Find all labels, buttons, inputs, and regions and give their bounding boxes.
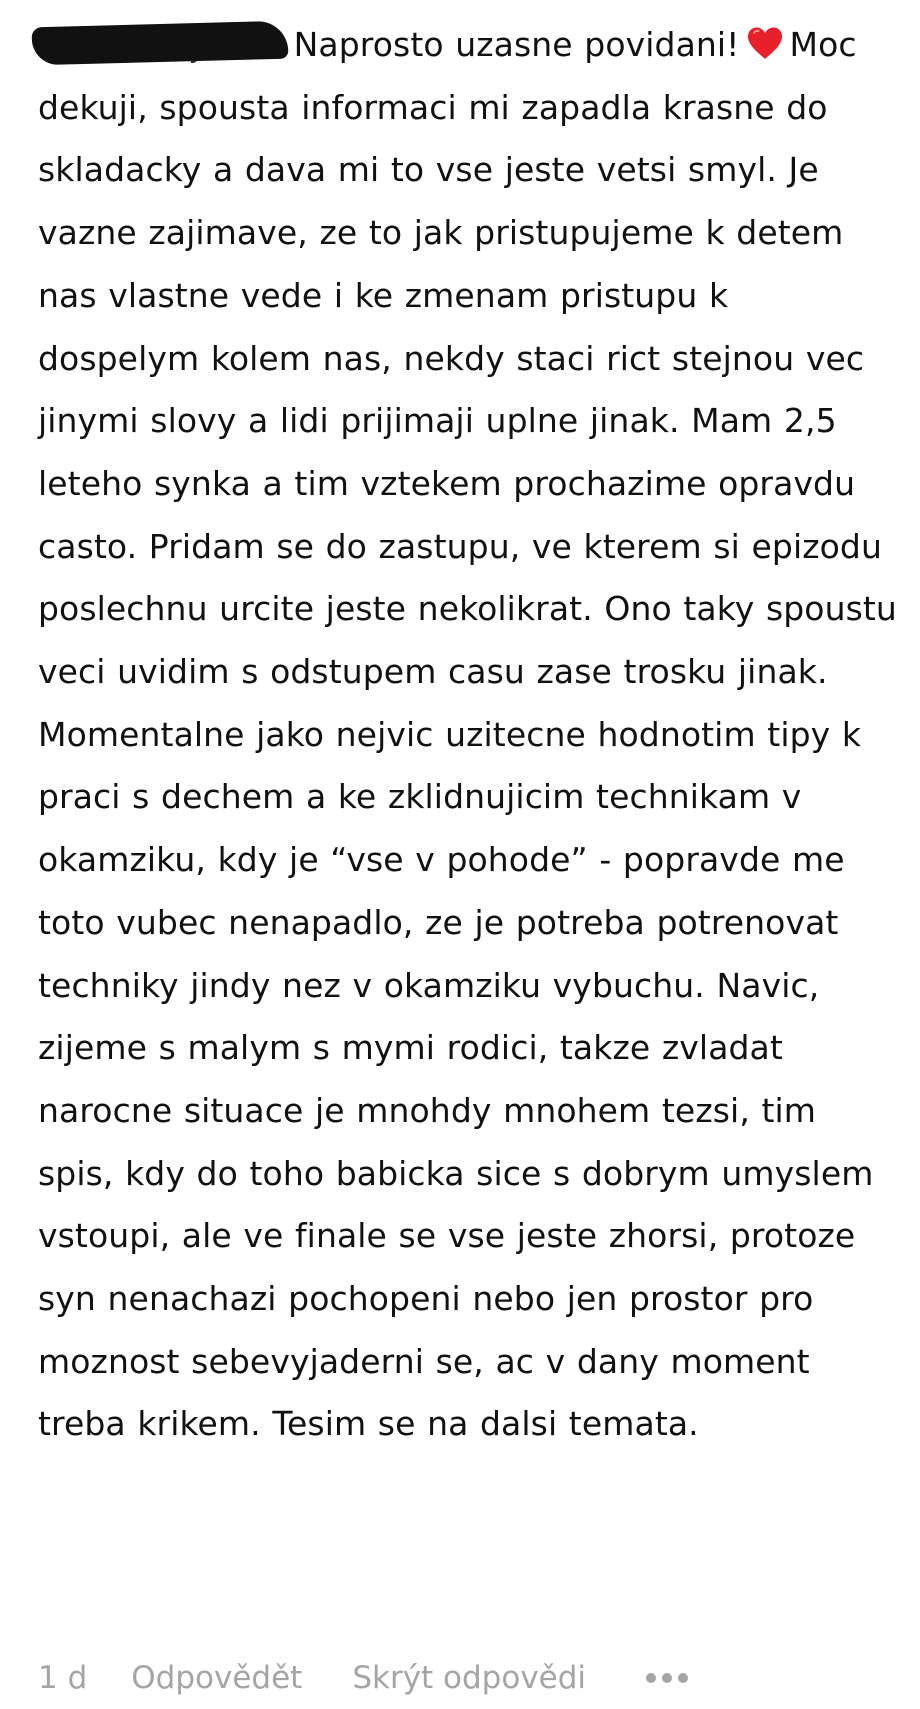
comment-timestamp: 1 d <box>38 1660 88 1696</box>
reply-button[interactable]: Odpovědět <box>131 1660 303 1696</box>
dot <box>662 1673 672 1683</box>
more-options-icon[interactable] <box>644 1669 690 1687</box>
comment-text-start: Naprosto uzasne povidani! <box>293 25 740 64</box>
author-mention[interactable] <box>38 14 282 77</box>
dot <box>678 1673 688 1683</box>
comment-body <box>38 0 898 1456</box>
hide-replies-button[interactable]: Skrýt odpovědi <box>352 1660 587 1696</box>
comment-actions <box>38 1652 690 1704</box>
comment-text-rest: Moc dekuji, spousta informaci mi zapadla krasne do skladacky a dava mi to vse jeste vetsi smyl. Je vazne zajimave, ze to jak pristupujeme k detem nas vlastne vede i ke zmenam pristupu k dospelym kolem nas, nekdy staci rict stejnou vec jinymi slovy a lidi prijimaji uplne jinak. Mam 2,5 leteho synka a tim vztekem prochazime opravdu casto. Pridam se do zastupu, ve kterem si epizodu poslechnu urcite jeste nekolikrat. Ono taky spoustu veci uvidim s odstupem casu zase trosku jinak. Momentalne jako nejvic uzitecne hodnotim tipy k praci s dechem a ke zklidnujicim technikam v okamziku, kdy je “vse v pohode” - popravde me toto vubec nenapadlo, ze je potreba potrenovat techniky jindy nez v okamziku vybuchu. Navic, zijeme s malym s mymi rodici, takze zvladat narocne situace je mnohdy mnohem tezsi, tim spis, kdy do toho babicka sice s dobrym umyslem vstoupi, ale ve finale se vse jeste zhorsi, protoze syn nenachazi pochopeni nebo jen prostor pro moznost sebevyjaderni se, ac v dany moment treba krikem. Tesim se na dalsi temata. <box>38 25 897 1444</box>
comment <box>38 0 898 1456</box>
dot <box>646 1673 656 1683</box>
redaction-scribble <box>32 21 289 66</box>
red-heart-icon <box>746 26 784 60</box>
